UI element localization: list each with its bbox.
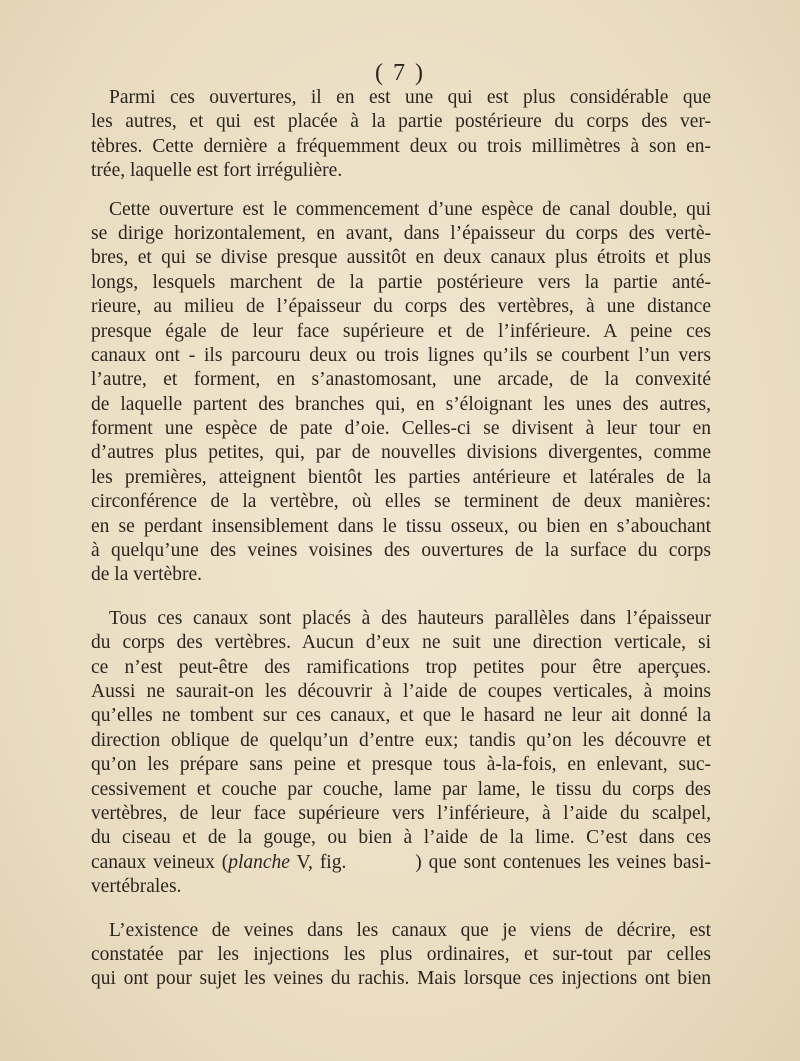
text-line: constatée par les injections les plus ordinaires, et sur-tout par celles [91, 943, 711, 965]
paragraph-4 [91, 919, 711, 992]
text-line: rieure, au milieu de l’épaisseur du corps des vertèbres, à une distance [91, 296, 711, 318]
text-line: en se perdant insensiblement dans le tissu osseux, ou bien en s’abouchant [91, 515, 711, 537]
text-line: circonférence de la vertèbre, où elles se terminent de deux manières: [91, 491, 711, 513]
text-line: tèbres. Cette dernière a fréquemment deux ou trois millimètres à son en- [91, 135, 711, 157]
text-line: Cette ouverture est le commencement d’une espèce de canal double, qui [109, 198, 711, 220]
paragraph-3 [91, 607, 711, 900]
text-line: d’autres plus petites, qui, par de nouvelles divisions divergentes, comme [91, 442, 711, 464]
text-line: presque égale de leur face supérieure et de l’inférieure. A peine ces [91, 320, 711, 342]
paragraph-1 [91, 86, 711, 184]
text-line: l’autre, et forment, en s’anastomosant, une arcade, de la convexité [91, 369, 711, 391]
text-line: du corps des vertèbres. Aucun d’eux ne suit une direction verticale, si [91, 632, 711, 654]
text-line-with-figure-reference [91, 851, 711, 875]
text-line: les premières, atteignent bientôt les parties antérieure et latérales de la [91, 466, 711, 488]
text-line: Tous ces canaux sont placés à des hauteurs parallèles dans l’épaisseur [109, 607, 711, 629]
text-line: du ciseau et de la gouge, ou bien à l’aide de la lime. C’est dans ces [91, 827, 711, 849]
figure-ref-before: canaux veineux ( [91, 851, 229, 873]
text-line: L’existence de veines dans les canaux que je viens de décrire, est [109, 919, 711, 941]
text-line: se dirige horizontalement, en avant, dans l’épaisseur du corps des vertè- [91, 222, 711, 244]
text-line: canaux ont - ils parcouru deux ou trois lignes qu’ils se courbent l’un vers [91, 344, 711, 366]
text-line: de la vertèbre. [91, 564, 202, 586]
text-line: qu’on les prépare sans peine et presque tous à-la-fois, en enlevant, suc- [91, 754, 711, 776]
text-line: de laquelle partent des branches qui, en s’éloignant les unes des autres, [91, 393, 711, 415]
text-line: ce n’est peut-être des ramifications trop petites pour être aperçues. [91, 656, 711, 678]
text-line: direction oblique de quelqu’un d’entre eux; tandis qu’on les découvre et [91, 729, 711, 751]
text-line: qu’elles ne tombent sur ces canaux, et que le hasard ne leur ait donné la [91, 705, 711, 727]
text-line: vertébrales. [91, 876, 182, 898]
body-text [91, 86, 711, 1011]
text-line: bres, et qui se divise presque aussitôt en deux canaux plus étroits et plus [91, 247, 711, 269]
text-line: trée, laquelle est fort irrégulière. [91, 160, 343, 182]
text-line: qui ont pour sujet les veines du rachis. Mais lorsque ces injections ont bien [91, 968, 711, 990]
text-line: vertèbres, de leur face supérieure vers l’inférieure, à l’aide du scalpel, [91, 802, 711, 824]
figure-ref-plate: planche [228, 851, 290, 873]
paragraph-2 [91, 198, 711, 588]
text-line: forment une espèce de pate d’oie. Celles-ci se divisent à leur tour en [91, 418, 711, 440]
text-line: Aussi ne saurait-on les découvrir à l’aide de coupes verticales, à moins [91, 680, 711, 702]
figure-ref-after: V, fig. ) que sont contenues les veines basi- [289, 851, 712, 873]
text-line: cessivement et couche par couche, lame par lame, le tissu du corps des [91, 778, 711, 800]
text-line: Parmi ces ouvertures, il en est une qui est plus considérable que [109, 87, 711, 108]
page-number: ( 7 ) [375, 60, 425, 86]
text-line: à quelqu’une des veines voisines des ouvertures de la surface du corps [91, 540, 711, 562]
text-line: les autres, et qui est placée à la partie postérieure du corps des ver- [91, 111, 711, 133]
text-line: longs, lesquels marchent de la partie postérieure vers la partie anté- [91, 271, 711, 293]
